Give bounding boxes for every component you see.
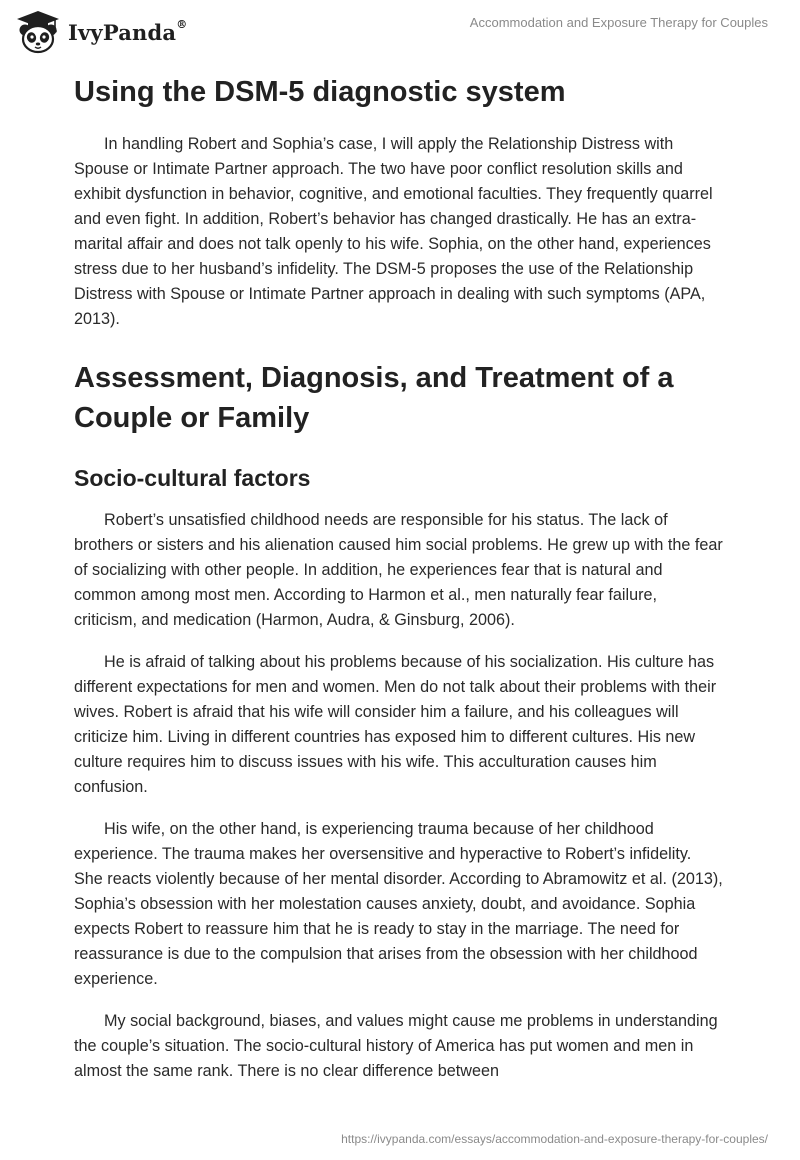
essay-content: [74, 72, 724, 1101]
paragraph-socio-4: My social background, biases, and values might cause me problems in understanding the couple’s situation. The socio-cultural history of America has put women and men in almost the same rank. There is no clear difference between: [74, 1012, 718, 1080]
heading-assessment: Assessment, Diagnosis, and Treatment of a Couple or Family: [74, 362, 674, 434]
ivypanda-logo[interactable]: [14, 8, 187, 56]
source-url[interactable]: https://ivypanda.com/essays/accommodation-and-exposure-therapy-for-couples/: [341, 1132, 768, 1146]
registered-mark: ®: [176, 17, 188, 31]
subheading-socio-cultural: Socio-cultural factors: [74, 465, 311, 491]
logo-text: IvyPanda: [68, 19, 177, 45]
panda-graduate-icon: [14, 8, 62, 56]
paragraph-dsm: In handling Robert and Sophia’s case, I will apply the Relationship Distress with Spouse or Intimate Partner approach. The two have poor conflict resolution skills and exhibit dysfunction in behavior, cognitive, and emotional faculties. They frequently quarrel and even fight. In addition, Robert’s behavior has changed drastically. He has an extra-marital affair and does not talk openly to his wife. Sophia, on the other hand, experiences stress due to her husband’s infidelity. The DSM-5 proposes the use of the Relationship Distress with Spouse or Intimate Partner approach in dealing with such symptoms (APA, 2013).: [74, 135, 713, 328]
paragraph-socio-3: His wife, on the other hand, is experiencing trauma because of her childhood experience. The trauma makes her oversensitive and hyperactive to Robert’s infidelity. She reacts violently because of her mental disorder. According to Abramowitz et al. (2013), Sophia’s obsession with her molestation causes anxiety, doubt, and avoidance. Sophia expects Robert to reassure him that he is ready to stay in the marriage. The need for reassurance is due to the compulsion that arises from the obsession with her childhood experience.: [74, 820, 723, 988]
document-title: Accommodation and Exposure Therapy for Couples: [469, 15, 768, 30]
paragraph-socio-1: Robert’s unsatisfied childhood needs are responsible for his status. The lack of brothers or sisters and his alienation caused him social problems. He grew up with the fear of socializing with other people. In addition, he experiences fear that is natural and common among most men. According to Harmon et al., men naturally fear failure, criticism, and medication (Harmon, Audra, & Ginsburg, 2006).: [74, 511, 723, 629]
paragraph-socio-2: He is afraid of talking about his problems because of his socialization. His culture has different expectations for men and women. Men do not talk about their problems with their wives. Robert is afraid that his wife will consider him a failure, and his colleagues will criticize him. Living in different countries has exposed him to different cultures. His new culture requires him to discuss issues with his wife. This acculturation causes him confusion.: [74, 653, 717, 796]
logo-wordmark: [68, 17, 188, 45]
page-header: [0, 0, 800, 64]
heading-dsm: Using the DSM-5 diagnostic system: [74, 76, 566, 108]
